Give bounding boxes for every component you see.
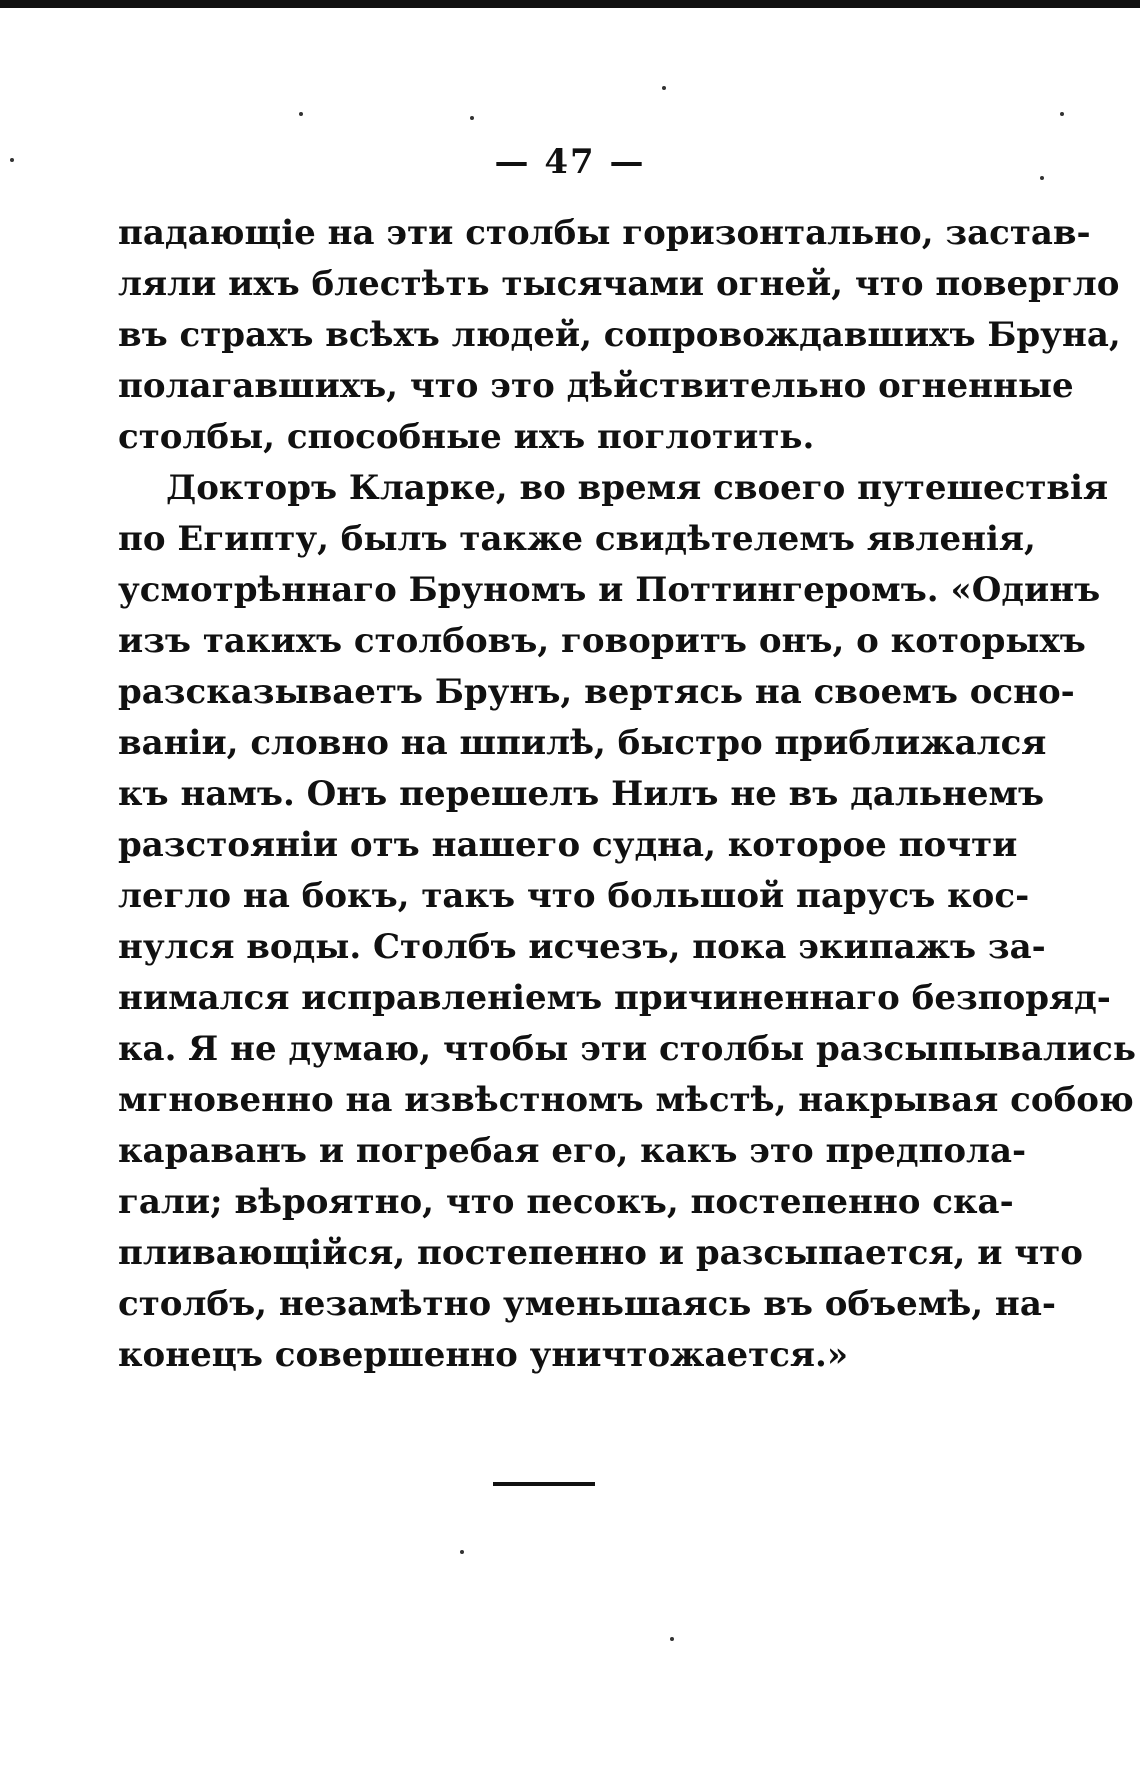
text-line: къ намъ. Онъ перешелъ Нилъ не въ дальнемъ bbox=[118, 774, 1045, 814]
text-line: пливающійся, постепенно и разсыпается, и что bbox=[118, 1233, 1083, 1273]
text-line: падающіе на эти столбы горизонтально, застав- bbox=[118, 213, 1091, 253]
text-line: столбъ, незамѣтно уменьшаясь въ объемѣ, на- bbox=[118, 1284, 1056, 1324]
end-of-text-rule bbox=[493, 1482, 595, 1486]
text-line: усмотрѣннаго Бруномъ и Поттингеромъ. «Одинъ bbox=[118, 570, 1101, 610]
text-line: мгновенно на извѣстномъ мѣстѣ, накрывая собою bbox=[118, 1080, 1134, 1120]
text-line: караванъ и погребая его, какъ это предпола- bbox=[118, 1131, 1027, 1171]
print-speck bbox=[460, 1550, 464, 1554]
text-line: ваніи, словно на шпилѣ, быстро приближался bbox=[118, 723, 1047, 763]
text-line: гали; вѣроятно, что песокъ, постепенно ска- bbox=[118, 1182, 1014, 1222]
text-line: конецъ совершенно уничтожается.» bbox=[118, 1335, 849, 1375]
text-line: легло на бокъ, такъ что большой парусъ кос- bbox=[118, 876, 1030, 916]
text-line: въ страхъ всѣхъ людей, сопровождавшихъ Бруна, bbox=[118, 315, 1121, 355]
text-line: столбы, способные ихъ поглотить. bbox=[118, 417, 815, 457]
print-speck bbox=[662, 86, 666, 90]
text-line: ляли ихъ блестѣть тысячами огней, что повергло bbox=[118, 264, 1120, 304]
page-number: — 47 — bbox=[494, 142, 646, 182]
text-line: по Египту, былъ также свидѣтелемъ явленія, bbox=[118, 519, 1036, 559]
text-line: ка. Я не думаю, чтобы эти столбы разсыпывались bbox=[118, 1029, 1136, 1069]
print-speck bbox=[670, 1637, 674, 1641]
body-text bbox=[118, 208, 1136, 1381]
text-line: Докторъ Кларке, во время своего путешествія bbox=[166, 468, 1109, 508]
text-line: разстояніи отъ нашего судна, которое почти bbox=[118, 825, 1018, 865]
page-top-edge bbox=[0, 0, 1140, 8]
paragraph-1 bbox=[118, 208, 1121, 463]
print-speck bbox=[470, 116, 474, 120]
print-speck bbox=[299, 112, 303, 116]
text-line: полагавшихъ, что это дѣйствительно огненные bbox=[118, 366, 1074, 406]
text-line: изъ такихъ столбовъ, говоритъ онъ, о которыхъ bbox=[118, 621, 1086, 661]
text-line: нулся воды. Столбъ исчезъ, пока экипажъ за- bbox=[118, 927, 1046, 967]
text-line: нимался исправленіемъ причиненнаго безпоряд- bbox=[118, 978, 1111, 1018]
paragraph-2 bbox=[118, 463, 1136, 1381]
text-line: разсказываетъ Брунъ, вертясь на своемъ осно- bbox=[118, 672, 1075, 712]
print-speck bbox=[1060, 112, 1064, 116]
